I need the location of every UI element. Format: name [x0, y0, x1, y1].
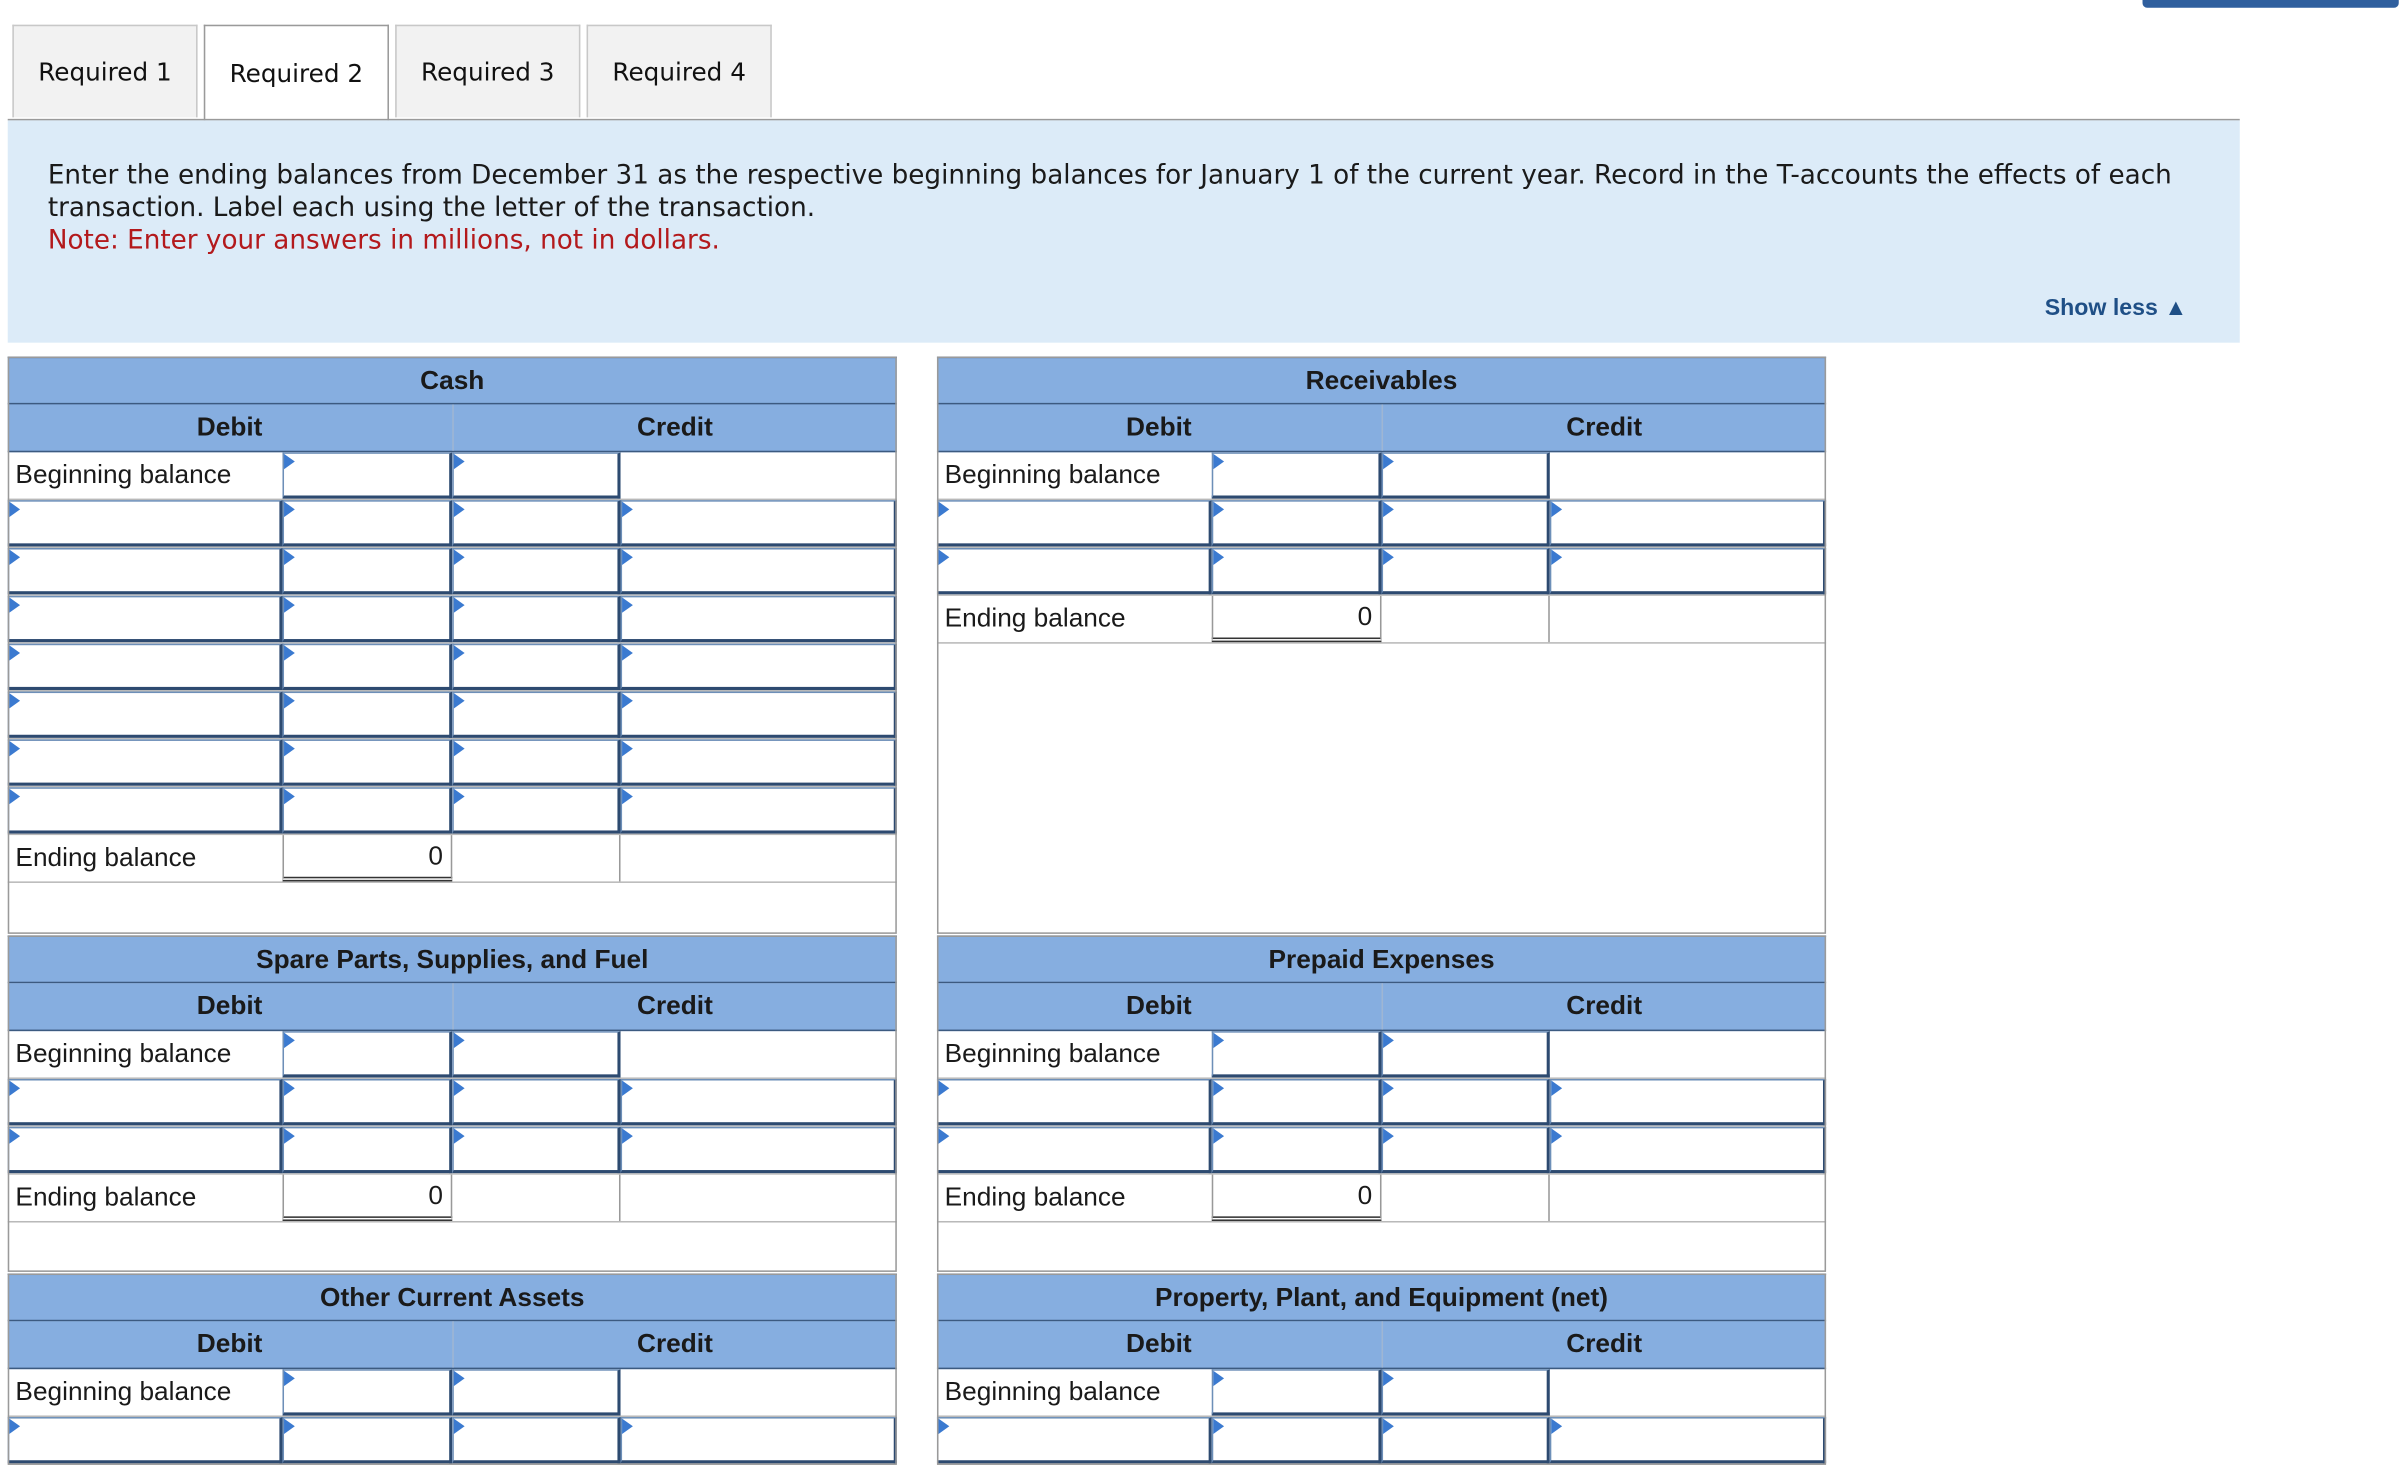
account-title: Receivables: [937, 357, 1826, 405]
tab-required-1[interactable]: Required 1: [12, 25, 197, 118]
instructions-panel: [8, 120, 2240, 342]
credit-header: Credit: [637, 1329, 713, 1359]
ending-balance-label: Ending balance: [944, 1182, 1126, 1212]
debit-header: Debit: [937, 1321, 1382, 1367]
ending-balance-value: 0: [1212, 1175, 1382, 1221]
instructions-text: Enter the ending balances from December 31 as the respective beginning balances for January 1 of the current year. Record in the T-accounts the effects of each transaction. Label each using the letter of the transaction.: [47, 160, 2172, 224]
ending-balance-label: Ending balance: [15, 1182, 197, 1212]
beginning-balance-label: Beginning balance: [15, 1038, 232, 1069]
account-border: [8, 935, 897, 1272]
debit-header: Debit: [937, 404, 1382, 450]
credit-header: Credit: [1566, 1329, 1643, 1359]
debit-header: Debit: [8, 1321, 453, 1367]
beginning-balance-label: Beginning balance: [15, 459, 232, 490]
tab-required-4[interactable]: Required 4: [587, 25, 772, 118]
account-title: Spare Parts, Supplies, and Fuel: [8, 935, 897, 983]
debit-header: Debit: [8, 404, 453, 450]
credit-header: Credit: [1566, 412, 1643, 442]
debit-header: Debit: [8, 983, 453, 1029]
tab-required-2[interactable]: Required 2: [204, 25, 389, 121]
account-border: [8, 1273, 897, 1464]
credit-header: Credit: [637, 412, 713, 442]
credit-header: Credit: [637, 990, 713, 1021]
beginning-balance-label: Beginning balance: [944, 1376, 1161, 1407]
top-accent-bar: [2143, 0, 2399, 8]
beginning-balance-label: Beginning balance: [944, 459, 1161, 490]
t-account-spare-parts-supplies-and-fuel: [8, 935, 897, 1272]
t-account-other-current-assets: [8, 1273, 897, 1464]
account-border: [937, 357, 1826, 934]
account-title: Cash: [8, 357, 897, 405]
instructions-note: Note: Enter your answers in millions, not in dollars.: [47, 225, 720, 257]
tab-required-3[interactable]: Required 3: [395, 25, 580, 118]
t-account-prepaid-expenses: [937, 935, 1826, 1272]
debit-header: Debit: [937, 983, 1382, 1029]
t-account-receivables: [937, 357, 1826, 934]
account-title: Property, Plant, and Equipment (net): [937, 1273, 1826, 1321]
ending-balance-label: Ending balance: [944, 603, 1126, 633]
account-border: [8, 357, 897, 934]
account-border: [937, 935, 1826, 1272]
account-title: Other Current Assets: [8, 1273, 897, 1321]
t-account-property-plant-and-equipment-net: [937, 1273, 1826, 1464]
beginning-balance-label: Beginning balance: [15, 1376, 232, 1407]
credit-header: Credit: [1566, 990, 1643, 1021]
show-less-link[interactable]: Show less ▲: [2044, 294, 2188, 322]
ending-balance-value: 0: [282, 835, 452, 881]
ending-balance-label: Ending balance: [15, 842, 197, 873]
ending-balance-value: 0: [1212, 596, 1382, 642]
t-account-cash: [8, 357, 897, 934]
account-border: [937, 1273, 1826, 1464]
account-title: Prepaid Expenses: [937, 935, 1826, 983]
beginning-balance-label: Beginning balance: [944, 1038, 1161, 1069]
ending-balance-value: 0: [282, 1175, 452, 1221]
